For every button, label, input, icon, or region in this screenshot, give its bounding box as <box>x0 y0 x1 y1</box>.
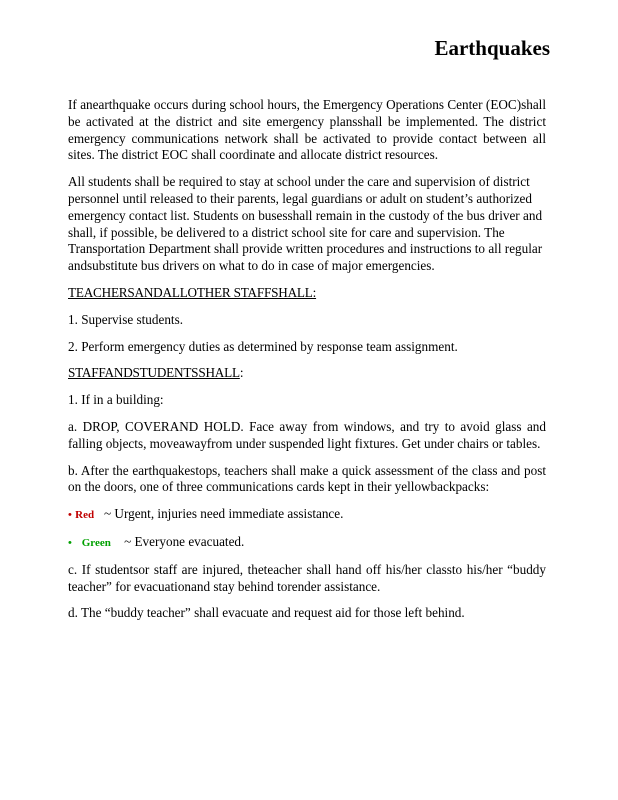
list-item: 1. If in a building: <box>68 392 164 408</box>
card-item-red <box>68 506 546 524</box>
bullet-icon: • <box>68 509 72 522</box>
card-label-green: Green <box>81 536 111 549</box>
section-heading-colon: : <box>239 365 244 381</box>
page-title: Earthquakes <box>434 36 550 60</box>
card-item-green <box>68 534 546 552</box>
section-heading-text: STAFFANDSTUDENTSSHALL <box>68 365 240 381</box>
card-text-red: ~ Urgent, injuries need immediate assistance. <box>104 506 344 522</box>
card-text-green: ~ Everyone evacuated. <box>124 533 245 549</box>
instruction-a: a. DROP, COVERAND HOLD. Face away from windows, and try to avoid glass and falling objects, moveawayfrom under suspended light fixtures. Get under chairs or tables. <box>68 418 546 451</box>
document-body <box>68 97 546 622</box>
bullet-icon: • <box>68 536 72 549</box>
instruction-c: c. If studentsor staff are injured, theteacher shall hand off his/her classto his/her “buddy teacher” for evacuationand stay behind torender assistance. <box>68 561 546 594</box>
instruction-d: d. The “buddy teacher” shall evacuate and request aid for those left behind. <box>68 605 465 621</box>
instruction-b: b. After the earthquakestops, teachers shall make a quick assessment of the class and post on the doors, one of three communications cards kept in their yellowbackpacks: <box>68 462 546 495</box>
intro-paragraph: If anearthquake occurs during school hours, the Emergency Operations Center (EOC)shall be activated at the district and site emergency plansshall be implemented. The district emergency communications network shall be activated to provide contact between all sites. The district EOC shall coordinate and allocate district resources. <box>68 97 546 163</box>
students-paragraph: All students shall be required to stay at school under the care and supervision of district personnel until released to their parents, legal guardians or adult on student’s authorized emergency contact list. Students on busesshall remain in the custody of the bus driver and shall, if possible, be delivered to a district school site for care and supervision. The Transportation Department shall provide written procedures and instructions to all regular andsubstitute bus drivers on what to do in case of major emergencies. <box>68 174 543 274</box>
list-item: 2. Perform emergency duties as determined by response team assignment. <box>68 338 458 354</box>
list-item: 1. Supervise students. <box>68 311 184 327</box>
card-label-red: Red <box>75 509 95 522</box>
section-heading-teachers: TEACHERSANDALLOTHER STAFFSHALL: <box>68 284 317 300</box>
section-heading-staff-students <box>68 365 546 382</box>
